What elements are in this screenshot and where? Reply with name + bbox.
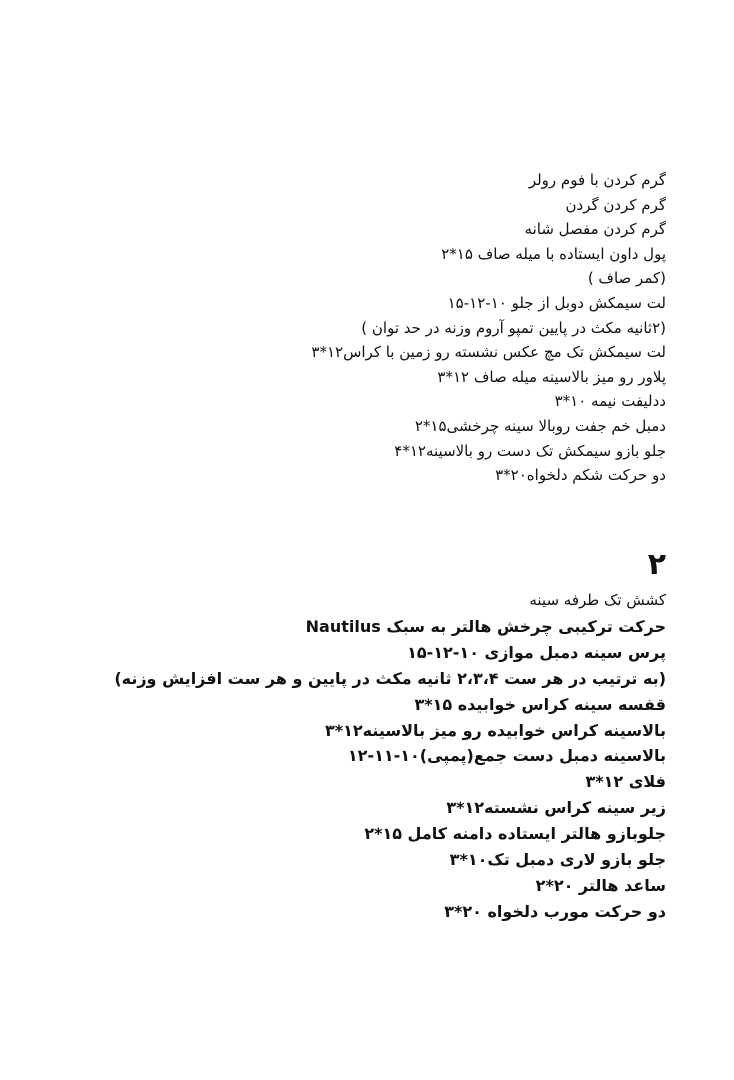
exercise-line: حرکت ترکیبی چرخش هالتر به سبک Nautilus — [305, 616, 666, 636]
exercise-line: کشش تک طرفه سینه — [529, 591, 666, 609]
exercise-line: دو حرکت مورب دلخواه ۲۰*۳ — [444, 901, 666, 921]
exercise-note: (۲ثانیه مکث در پایین تمپو آروم وزنه در حد توان ) — [361, 318, 666, 337]
exercise-line: لت سیمکش تک مچ عکس نشسته رو زمین با کراس۱۲*۳ — [311, 343, 666, 362]
exercise-line: بالاسینه کراس خوابیده رو میز بالاسینه۱۲*۳ — [324, 720, 666, 740]
exercise-line: پلاور رو میز بالاسینه میله صاف ۱۲*۳ — [437, 367, 666, 386]
exercise-line: گرم کردن با فوم رولر — [528, 171, 666, 189]
workout-section-2 — [66, 588, 666, 925]
exercise-line: جلو بازو لاری دمبل تک۱۰*۳ — [449, 850, 666, 870]
exercise-line: لت سیمکش دوبل از جلو ۱۰-۱۲-۱۵ — [447, 293, 666, 312]
exercise-line: پول داون ایستاده با میله صاف ۱۵*۲ — [441, 244, 666, 263]
workout-section-1 — [66, 168, 666, 488]
exercise-note: (به ترتیب در هر ست ۲،۳،۴ ثانیه مکث در پایین و هر ست افزایش وزنه) — [114, 668, 666, 688]
exercise-line: ددلیفت نیمه ۱۰*۳ — [554, 392, 666, 411]
exercise-line: زیر سینه کراس نشسته۱۲*۳ — [446, 798, 666, 818]
exercise-line: جلو بازو سیمکش تک دست رو بالاسینه۱۲*۴ — [394, 441, 666, 460]
exercise-line: دو حرکت شکم دلخواه۲۰*۳ — [495, 466, 666, 485]
exercise-line: ساعد هالتر ۲۰*۲ — [535, 875, 666, 895]
exercise-line: گرم کردن گردن — [565, 195, 666, 214]
exercise-line: فلای ۱۲*۳ — [585, 772, 666, 792]
exercise-line: گرم کردن مفصل شانه — [524, 220, 666, 239]
section-2-heading: ۲ — [647, 547, 666, 582]
exercise-line: بالاسینه دمبل دست جمع(پمپی)۱۰-۱۱-۱۲ — [347, 746, 666, 766]
exercise-line: دمبل خم جفت روبالا سینه چرخشی۱۵*۲ — [414, 416, 666, 435]
exercise-line: جلوبازو هالتر ایستاده دامنه کامل ۱۵*۲ — [364, 824, 666, 844]
exercise-note: (کمر صاف ) — [587, 269, 666, 288]
exercise-line: پرس سینه دمبل موازی ۱۰-۱۲-۱۵ — [407, 642, 666, 662]
exercise-line: قفسه سینه کراس خوابیده ۱۵*۳ — [414, 694, 666, 714]
